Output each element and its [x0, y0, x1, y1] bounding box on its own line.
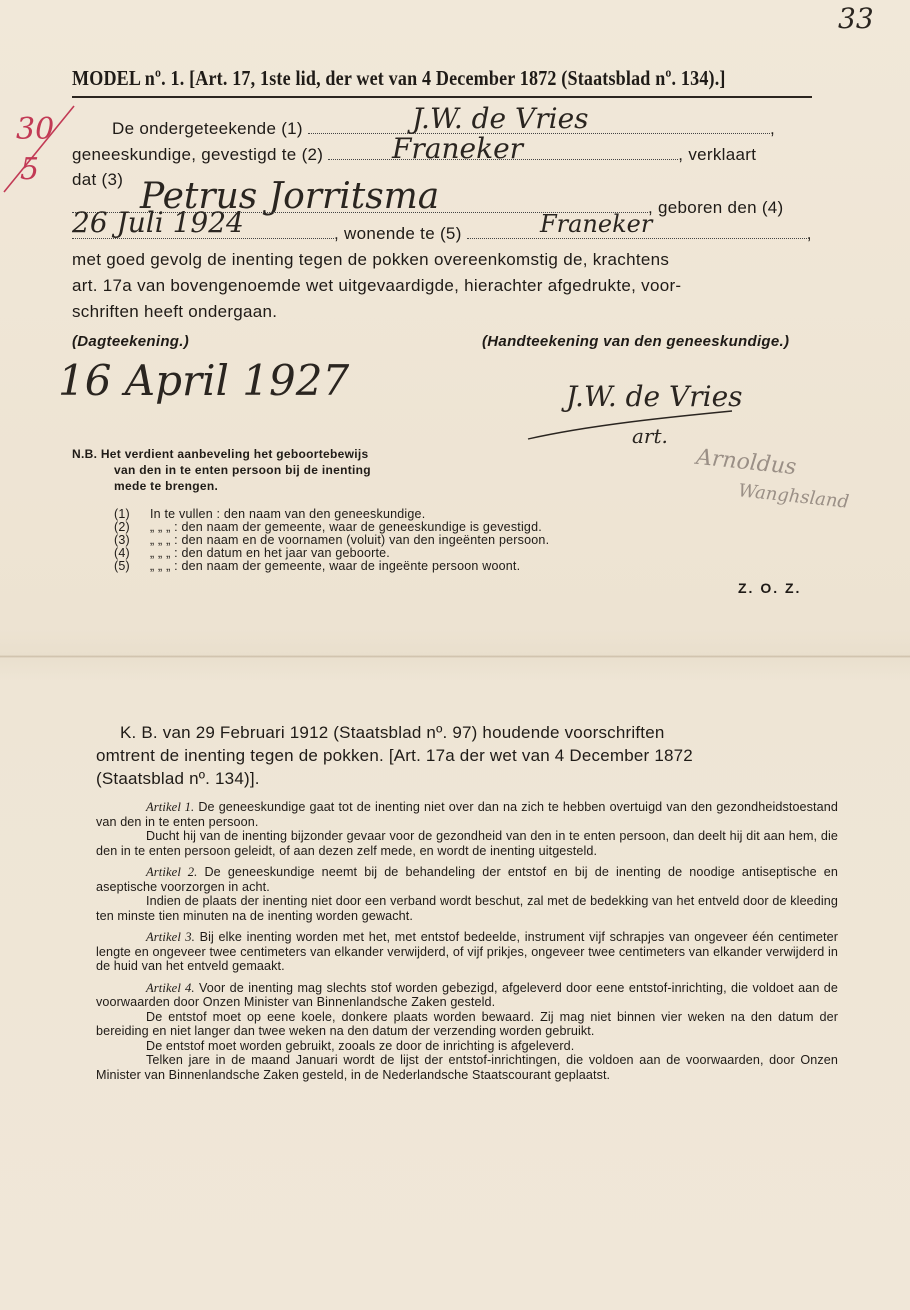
page-number: 33 — [838, 2, 874, 35]
article-4-p4: Telken jare in de maand Januari wordt de lijst der entstof-inrichtingen, die voldoen aan de voorwaarden, door Onzen Minister van Binnenlandsche Zaken gesteld, in de Nederlandsche Staatscourant geplaatst. — [96, 1053, 838, 1082]
form-header: MODEL nº. 1. [Art. 17, 1ste lid, der wet van 4 December 1872 (Staatsblad nº. 134).] — [72, 66, 726, 90]
margin-note-bottom: 5 — [20, 152, 40, 187]
fill-birth: 26 Juli 1924 — [72, 206, 244, 239]
form-line-7: art. 17a van bovengenoemde wet uitgevaardigde, hierachter afgedrukte, voor- — [72, 276, 682, 295]
form-line-6: met goed gevolg de inenting tegen de pokken overeenkomstig de, krachtens — [72, 250, 670, 269]
signature-title: art. — [632, 424, 668, 448]
pencil-note-1: Arnoldus — [694, 444, 798, 481]
article-2: Artikel 2. De geneeskundige neemt bij de behandeling der entstof en bij de inenting de noodige antiseptische en aseptische voorzorgen in acht. — [96, 865, 839, 894]
form-line-5: , wonende te (5) , — [72, 224, 814, 244]
article-2-p2: Indien de plaats der inenting niet door een verband wordt beschut, zal met de bedekking van het entveld door de kleeding ten minste tien minuten na de inenting worden gewacht. — [96, 894, 838, 923]
fill-residence: Franeker — [540, 210, 653, 238]
form-line-1: De ondergeteekende (1) , — [112, 119, 775, 138]
fill-person: Petrus Jorritsma — [140, 176, 440, 217]
articles — [96, 800, 838, 1082]
form-line-2: geneeskundige, gevestigd te (2) , verklaart — [72, 145, 757, 164]
caption-date: (Dagteekening.) — [72, 333, 190, 350]
article-1-p2: Ducht hij van de inenting bijzonder gevaar voor de gezondheid van den in te enten persoon, dan deelt hij dit aan hem, die den in te enten persoon geleidt, of aan dezen zelf mede, en wordt de inenting uitgesteld. — [96, 829, 838, 858]
form-line-8: schriften heeft ondergaan. — [72, 302, 278, 321]
footnote-3: (3) „ „ „ : den naam en de voornamen (voluit) van den ingeënten persoon. — [114, 533, 550, 547]
footnote-5: (5) „ „ „ : den naam der gemeente, waar de ingeënte persoon woont. — [114, 559, 521, 573]
footnotes — [114, 508, 549, 573]
footnote-4: (4) „ „ „ : den datum en het jaar van geboorte. — [114, 546, 390, 560]
fill-town: Franeker — [392, 132, 524, 165]
article-4-p2: De entstof moet op eene koele, donkere plaats worden bewaard. Zij mag niet binnen vier weken na den datum der bereiding en niet langer dan twee weken na den datum der verzending worden gebruikt. — [96, 1009, 838, 1038]
header-rule — [72, 96, 812, 98]
form-line-4: , geboren den (4) — [72, 198, 814, 218]
article-4-p3: De entstof moet worden gebruikt, zooals ze door de inrichting is afgeleverd. — [146, 1038, 575, 1053]
footnote-1: (1) In te vullen : den naam van den geneeskundige. — [114, 507, 426, 521]
signature-underline — [520, 405, 740, 445]
fill-name: J.W. de Vries — [412, 102, 589, 135]
article-1: Artikel 1. De geneeskundige gaat tot de inenting niet over dan na zich te hebben overtuigd van den gezondheidstoestand van den in te enten persoon. — [96, 800, 838, 829]
page-fold — [0, 655, 910, 658]
form-line-3: dat (3) — [72, 170, 124, 189]
caption-signature: (Handteekening van den geneeskundige.) — [482, 333, 790, 350]
kb-heading: K. B. van 29 Februari 1912 (Staatsblad nº. 97) houdende voorschriften omtrent de inenting tegen de pokken. [Art. 17a der wet van 4 December 1872 (Staatsblad nº. 134)]. — [96, 723, 693, 788]
pencil-note-2: Wanghsland — [737, 480, 851, 513]
signature-name: J.W. de Vries — [566, 380, 743, 413]
margin-note-top: 30 — [16, 112, 55, 147]
nb-note: N.B. Het verdient aanbeveling het geboortebewijs van den in te enten persoon bij de inenting mede te brengen. — [72, 447, 371, 493]
article-3: Artikel 3. Bij elke inenting worden met het, met entstof bedeelde, instrument vijf schrapjes van ongeveer één centimeter lengte en ongeveer twee centimeters van elkander verwijderd, of vijf prikjes, ongeveer twee centimeters van elkander verwijderd in de huid van het entveld gemaakt. — [96, 930, 838, 973]
zoz-mark: Z. O. Z. — [738, 580, 802, 596]
date-written: 16 April 1927 — [58, 356, 350, 405]
article-4: Artikel 4. Voor de inenting mag slechts stof worden gebezigd, afgeleverd door eene entstof-inrichting, die voldoet aan de voorwaarden door Onzen Minister van Binnenlandsche Zaken gesteld. — [96, 980, 838, 1009]
footnote-2: (2) „ „ „ : den naam der gemeente, waar de geneeskundige is gevestigd. — [114, 520, 542, 534]
